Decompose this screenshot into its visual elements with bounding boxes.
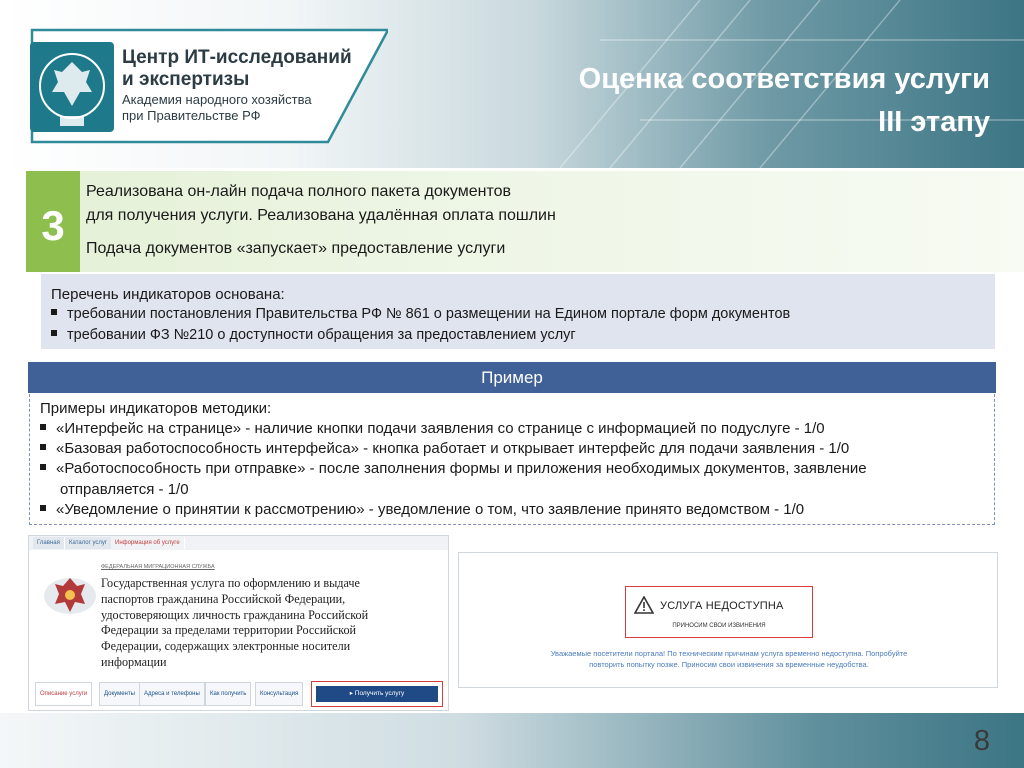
stage-text-line: Реализована он-лайн подача полного пакета документов — [86, 183, 512, 200]
example-header: Пример — [28, 362, 996, 393]
bullet-icon — [51, 330, 57, 336]
example-box — [29, 394, 995, 525]
header — [0, 0, 1024, 168]
page-number: 8 — [973, 725, 990, 757]
example-item-continuation: отправляется - 1/0 — [60, 481, 189, 498]
agency-link[interactable]: ФЕДЕРАЛЬНАЯ МИГРАЦИОННАЯ СЛУЖБА — [101, 564, 215, 570]
warning-icon — [634, 596, 654, 614]
stage-text-line: для получения услуги. Реализована удалённая оплата пошлин — [86, 207, 556, 224]
bullet-icon — [40, 464, 46, 470]
tab-addresses[interactable]: Адреса и телефоны — [139, 682, 205, 706]
logo-title: Центр ИТ-исследований и экспертизы — [122, 47, 352, 90]
service-title: Государственная услуга по оформлению и выдаче паспортов гражданина Российской Федерации, удостоверяющих личность гражданина Российской Федерации за пределами территории Российской Федерации, содержащих электронные носители информации — [101, 576, 369, 669]
indicator-item: требовании постановления Правительства РФ № 861 о размещении на Едином портале форм документов — [51, 306, 790, 322]
breadcrumb-home[interactable]: Главная — [33, 537, 65, 549]
tab-documents[interactable]: Документы — [99, 682, 140, 706]
example-item: «Уведомление о принятии к рассмотрению» - уведомление о том, что заявление принято ведомством - 1/0 — [40, 501, 804, 518]
tab-consultation[interactable]: Консультация — [255, 682, 303, 706]
unavailable-alert — [625, 586, 813, 638]
get-service-button[interactable]: ▸ Получить услугу — [316, 686, 438, 702]
unavailable-subtitle: ПРИНОСИМ СВОИ ИЗВИНЕНИЯ — [672, 623, 766, 629]
indicators-box — [41, 274, 995, 349]
tab-description[interactable]: Описание услуги — [35, 682, 92, 706]
example-item: «Базовая работоспособность интерфейса» - кнопка работает и открывает интерфейс для подачи заявления - 1/0 — [40, 440, 849, 457]
tab-how-to-get[interactable]: Как получить — [205, 682, 251, 706]
service-page-screenshot — [28, 535, 449, 711]
example-item: «Работоспособность при отправке» - после заполнения формы и приложения необходимых документов, заявление — [40, 460, 867, 477]
breadcrumb-catalog[interactable]: Каталог услуг — [65, 537, 112, 549]
stage-number: 3 — [26, 171, 80, 272]
stage-block — [26, 171, 1024, 272]
indicator-item: требовании ФЗ №210 о доступности обращения за предоставлением услуг — [51, 327, 576, 343]
slide-title: Оценка соответствия услуги III этапу — [578, 63, 990, 138]
example-item: «Интерфейс на странице» - наличие кнопки подачи заявления со странице с информацией по подуслуге - 1/0 — [40, 420, 825, 437]
bullet-icon — [40, 505, 46, 511]
breadcrumb-current: Информация об услуге — [111, 537, 185, 549]
service-unavailable-screenshot — [458, 552, 998, 688]
stage-text-line: Подача документов «запускает» предоставление услуги — [86, 240, 506, 257]
unavailable-message: Уважаемые посетители портала! По техническим причинам услуга временно недоступна. Попробуйте повторить попытку позже. Приносим свои извинения за временные неудобства. — [550, 649, 908, 669]
bullet-icon — [40, 424, 46, 430]
coat-of-arms-icon — [41, 566, 99, 624]
indicators-title: Перечень индикаторов основана: — [51, 286, 285, 303]
footer — [0, 713, 1024, 768]
logo-subtitle: Академия народного хозяйства при Правительстве РФ — [122, 92, 312, 123]
bullet-icon — [51, 309, 57, 315]
unavailable-title: УСЛУГА НЕДОСТУПНА — [660, 600, 784, 612]
breadcrumb — [29, 536, 448, 550]
get-service-highlight — [311, 681, 443, 707]
bullet-icon — [40, 444, 46, 450]
emblem-icon — [30, 42, 114, 132]
example-title: Примеры индикаторов методики: — [40, 400, 272, 417]
